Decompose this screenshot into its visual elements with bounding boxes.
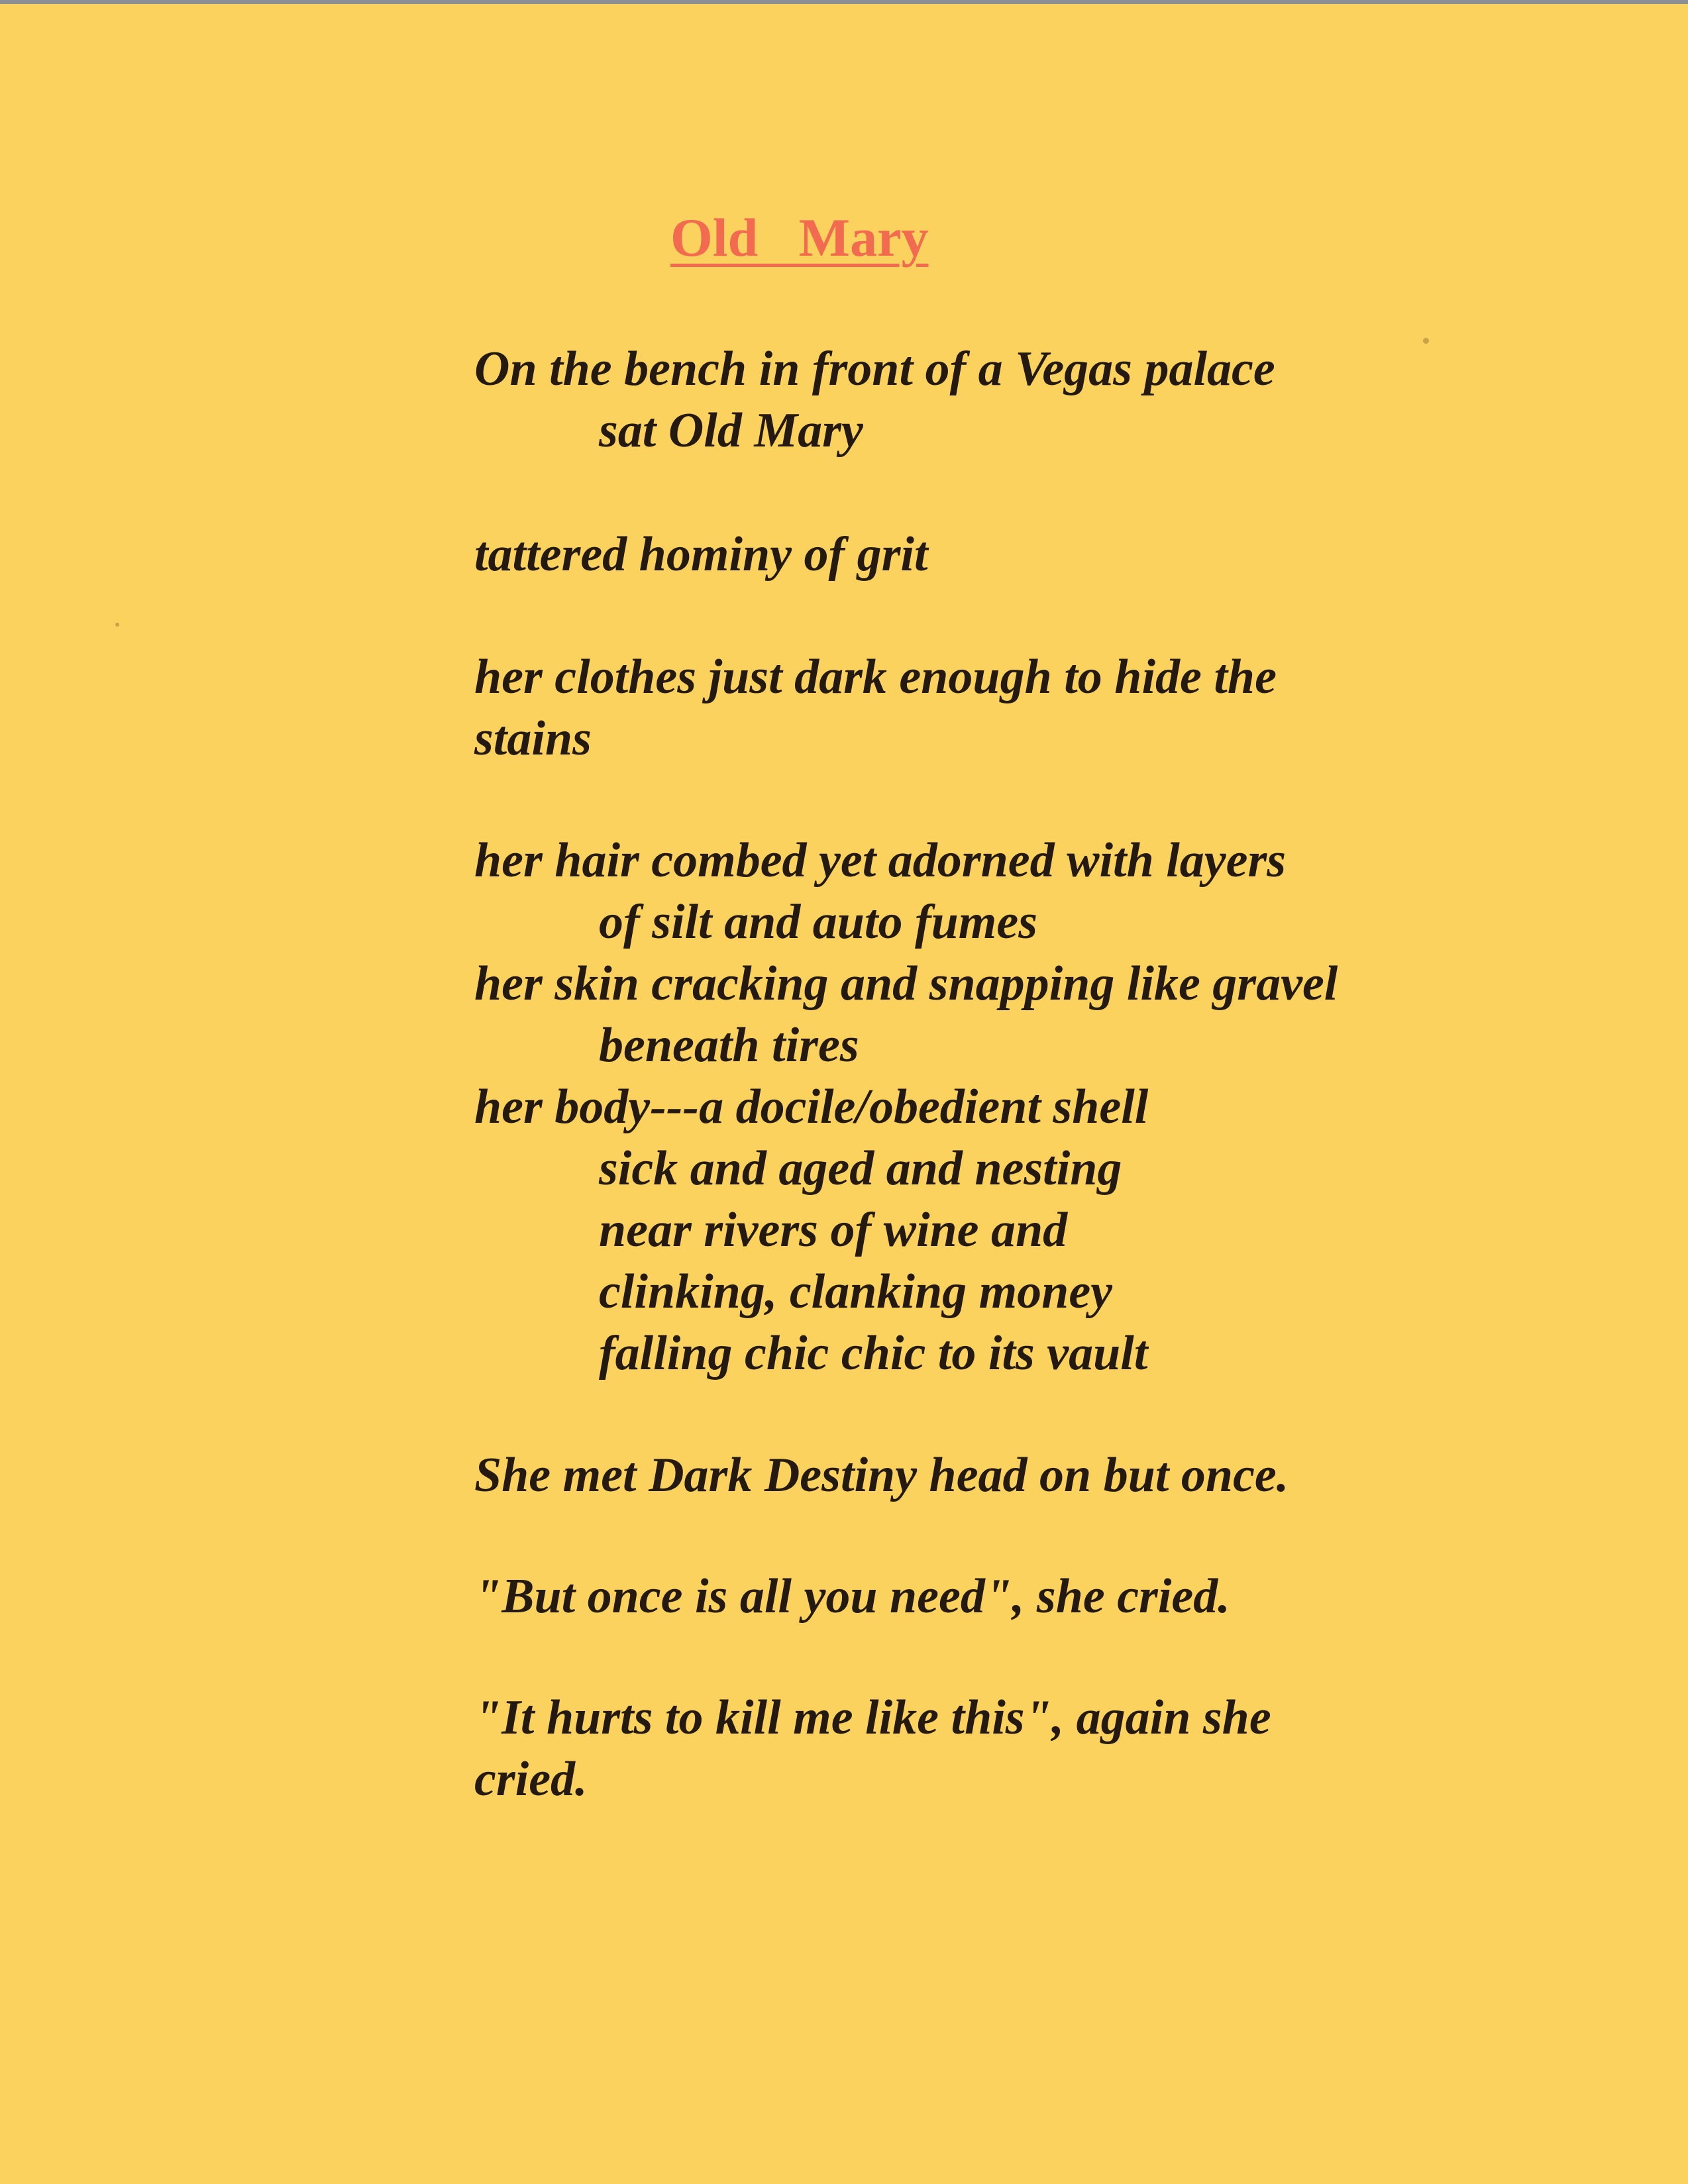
poem-line: cried. — [474, 1752, 588, 1806]
poem-title: Old Mary — [670, 207, 929, 268]
poem-line: stains — [474, 711, 592, 766]
poem-line: beneath tires — [599, 1018, 859, 1072]
poem-line: "It hurts to kill me like this", again she — [474, 1690, 1271, 1745]
poem-line: On the bench in front of a Vegas palace — [474, 342, 1275, 396]
paper-speck — [115, 623, 119, 627]
poem-line: her skin cracking and snapping like gravel — [474, 957, 1338, 1011]
scan-top-edge — [0, 0, 1688, 4]
poem-line: of silt and auto fumes — [599, 895, 1037, 949]
poem-line: "But once is all you need", she cried. — [474, 1569, 1230, 1624]
poem-line: her clothes just dark enough to hide the — [474, 650, 1277, 704]
poem-line: She met Dark Destiny head on but once. — [474, 1448, 1289, 1502]
poem-line: sat Old Mary — [599, 403, 863, 458]
poem-line: clinking, clanking money — [599, 1265, 1113, 1319]
poem-line: her body---a docile/obedient shell — [474, 1080, 1149, 1134]
poem-line: near rivers of wine and — [599, 1203, 1068, 1257]
poem-line: falling chic chic to its vault — [599, 1326, 1148, 1380]
poem-line: her hair combed yet adorned with layers — [474, 833, 1287, 888]
poem-line: sick and aged and nesting — [599, 1141, 1122, 1196]
poem-line: tattered hominy of grit — [474, 527, 928, 582]
paper-speck — [1423, 338, 1429, 344]
